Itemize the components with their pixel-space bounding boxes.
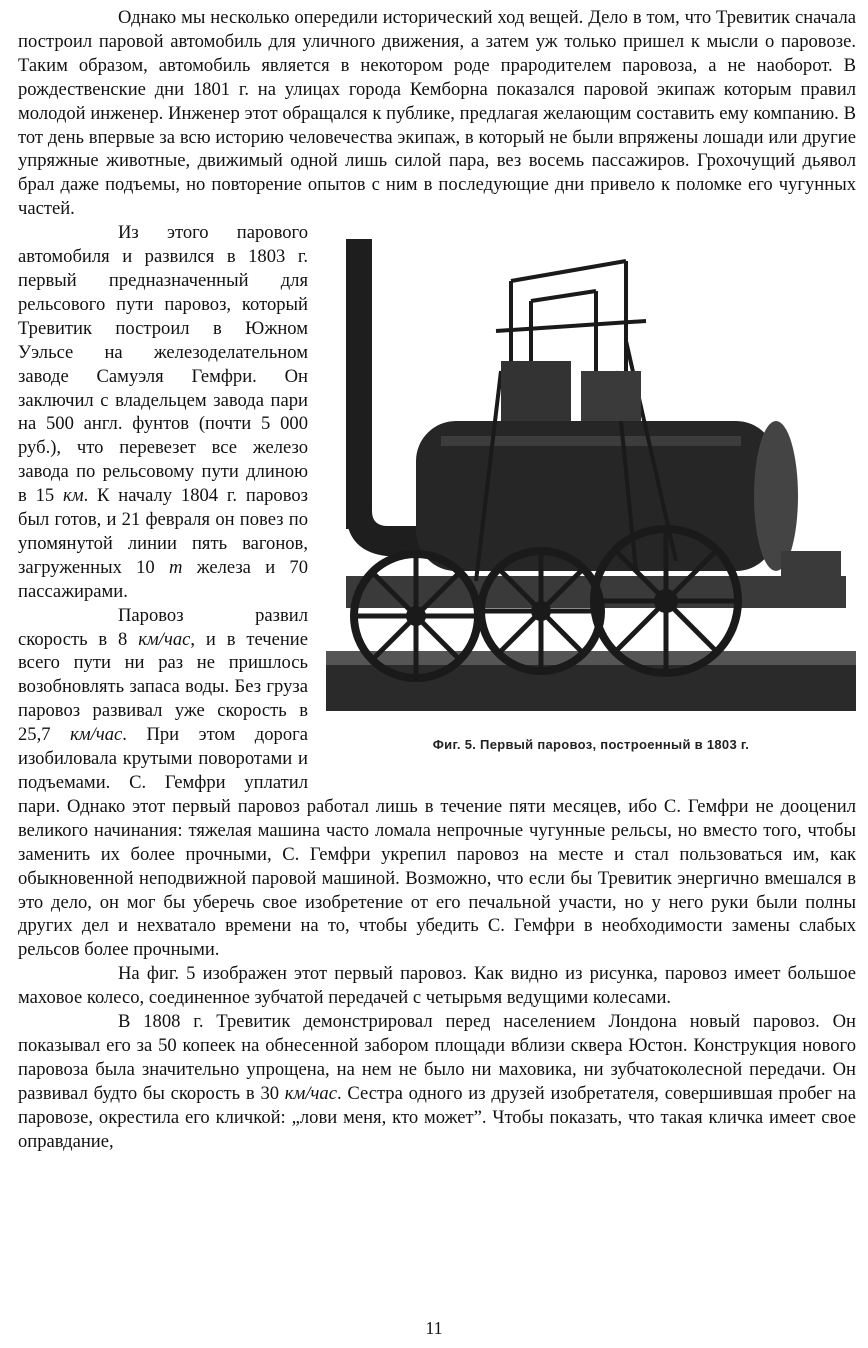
- paragraph-2-text-a: Из этого парового автомобиля и развился в 1803 г. первый предназначенный для рельсового пути паровоз, который Тревитик построил в Южном Уэльсе на железоделательном заводе Самуэля Гемфри. Он заключил с владельцем завода пари на 500 англ. фунтов (почти 5 000 руб.), что перевезет все железо завода по рельсовому пути длиною в 15: [18, 222, 308, 507]
- unit-kmh-3: км/час: [284, 1082, 337, 1104]
- unit-km: км: [63, 485, 84, 507]
- paragraph-4-text: На фиг. 5 изображен этот первый паровоз. Как видно из рисунка, паровоз имеет большое маховое колесо, соединенное зубчатой передачей с четырьмя ведущими колесами.: [18, 963, 856, 1009]
- unit-kmh-2: км/час: [70, 724, 123, 746]
- page-number: 11: [425, 1318, 443, 1338]
- paragraph-5: [18, 1010, 856, 1153]
- paragraph-1-text: Однако мы несколько опередили исторический ход вещей. Дело в том, что Тревитик сначала построил паровой автомобиль для уличного движения, а затем уж только пришел к мысли о паровозе. Таким образом, автомобиль является в некотором роде прародителем паровоза, а не наоборот. В рождественские дни 1801 г. на улицах города Кемборна показался паровой экипаж которым правил молодой инженер. Инженер этот обращался к публике, предлагая желающим составить ему компанию. В тот день впервые за всю историю человечества экипаж, в который не были впряжены лошади или другие упряжные животные, движимый одной лишь силой пара, вез восемь пассажиров. Грохочущий дьявол брал даже подъемы, но повторение опытов с ним в последующие дни привело к поломке его чугунных частей.: [18, 7, 856, 220]
- paragraph-5-text-b: . Сестра одного из друзей изобретателя, совершившая пробег на паровозе, окрестила его кличкой: „лови меня, кто может”. Чтобы показать, что такая кличка имеет свое оправдание,: [18, 1082, 856, 1152]
- paragraph-2-text-b: . К началу 1804 г. паровоз был готов, и 21 февраля он повез по упомянутой линии пять вагонов, загруженных 10: [18, 485, 308, 578]
- text-with-figure: [18, 6, 856, 962]
- unit-kmh-1: км/час: [138, 628, 191, 650]
- paragraph-5-text-a: В 1808 г. Тревитик демонстрировал перед населением Лондона новый паровоз. Он показывал его за 50 копеек на обнесенной забором площади вблизи сквера Юстон. Конструкция нового паровоза была значительно упрощена, на нем не было ни маховика, ни зубчатоколесной передачи. Он развивал будто бы скорость в 30: [18, 1011, 856, 1104]
- paragraph-1: [18, 6, 856, 221]
- figure-5: [326, 221, 856, 786]
- paragraph-3-text-a: Паровоз развил скорость в 8: [18, 604, 308, 650]
- paragraph-3-text-c: . При этом дорога изобиловала крутыми поворотами и подъемами. С. Гемфри уплатил пари. Однако этот первый паровоз работал лишь в течение пяти месяцев, ибо С. Гемфри не дооценил великого начинания: тяжелая машина часто ломала непрочные чугунные рельсы, но вместо того, чтобы заменить их более прочными, С. Гемфри укрепил паровоз на месте и стал пользоваться им, как обыкновенной неподвижной паровой машиной. Возможно, что если бы Тревитик энергично вмешался в это дело, он мог бы уберечь свое изобретение от его печальной участи, но у него руки были полны других дел и нехватало времени на то, чтобы убедить С. Гемфри в необходимости замены слабых рельсов более прочными.: [18, 724, 856, 961]
- locomotive-illustration: [326, 221, 856, 731]
- figure-caption: Фиг. 5. Первый паровоз, построенный в 1803 г.: [432, 737, 750, 753]
- paragraph-2-text-c: железа и 70 пассажирами.: [18, 556, 309, 602]
- unit-t: т: [169, 556, 183, 578]
- page-content: [18, 6, 856, 1154]
- paragraph-3-text-b: , и в течение всего пути ни раз не пришлось возобновлять запаса воды. Без груза паровоз развивал уже скорость в 25,7: [18, 628, 309, 746]
- paragraph-4: [18, 962, 856, 1010]
